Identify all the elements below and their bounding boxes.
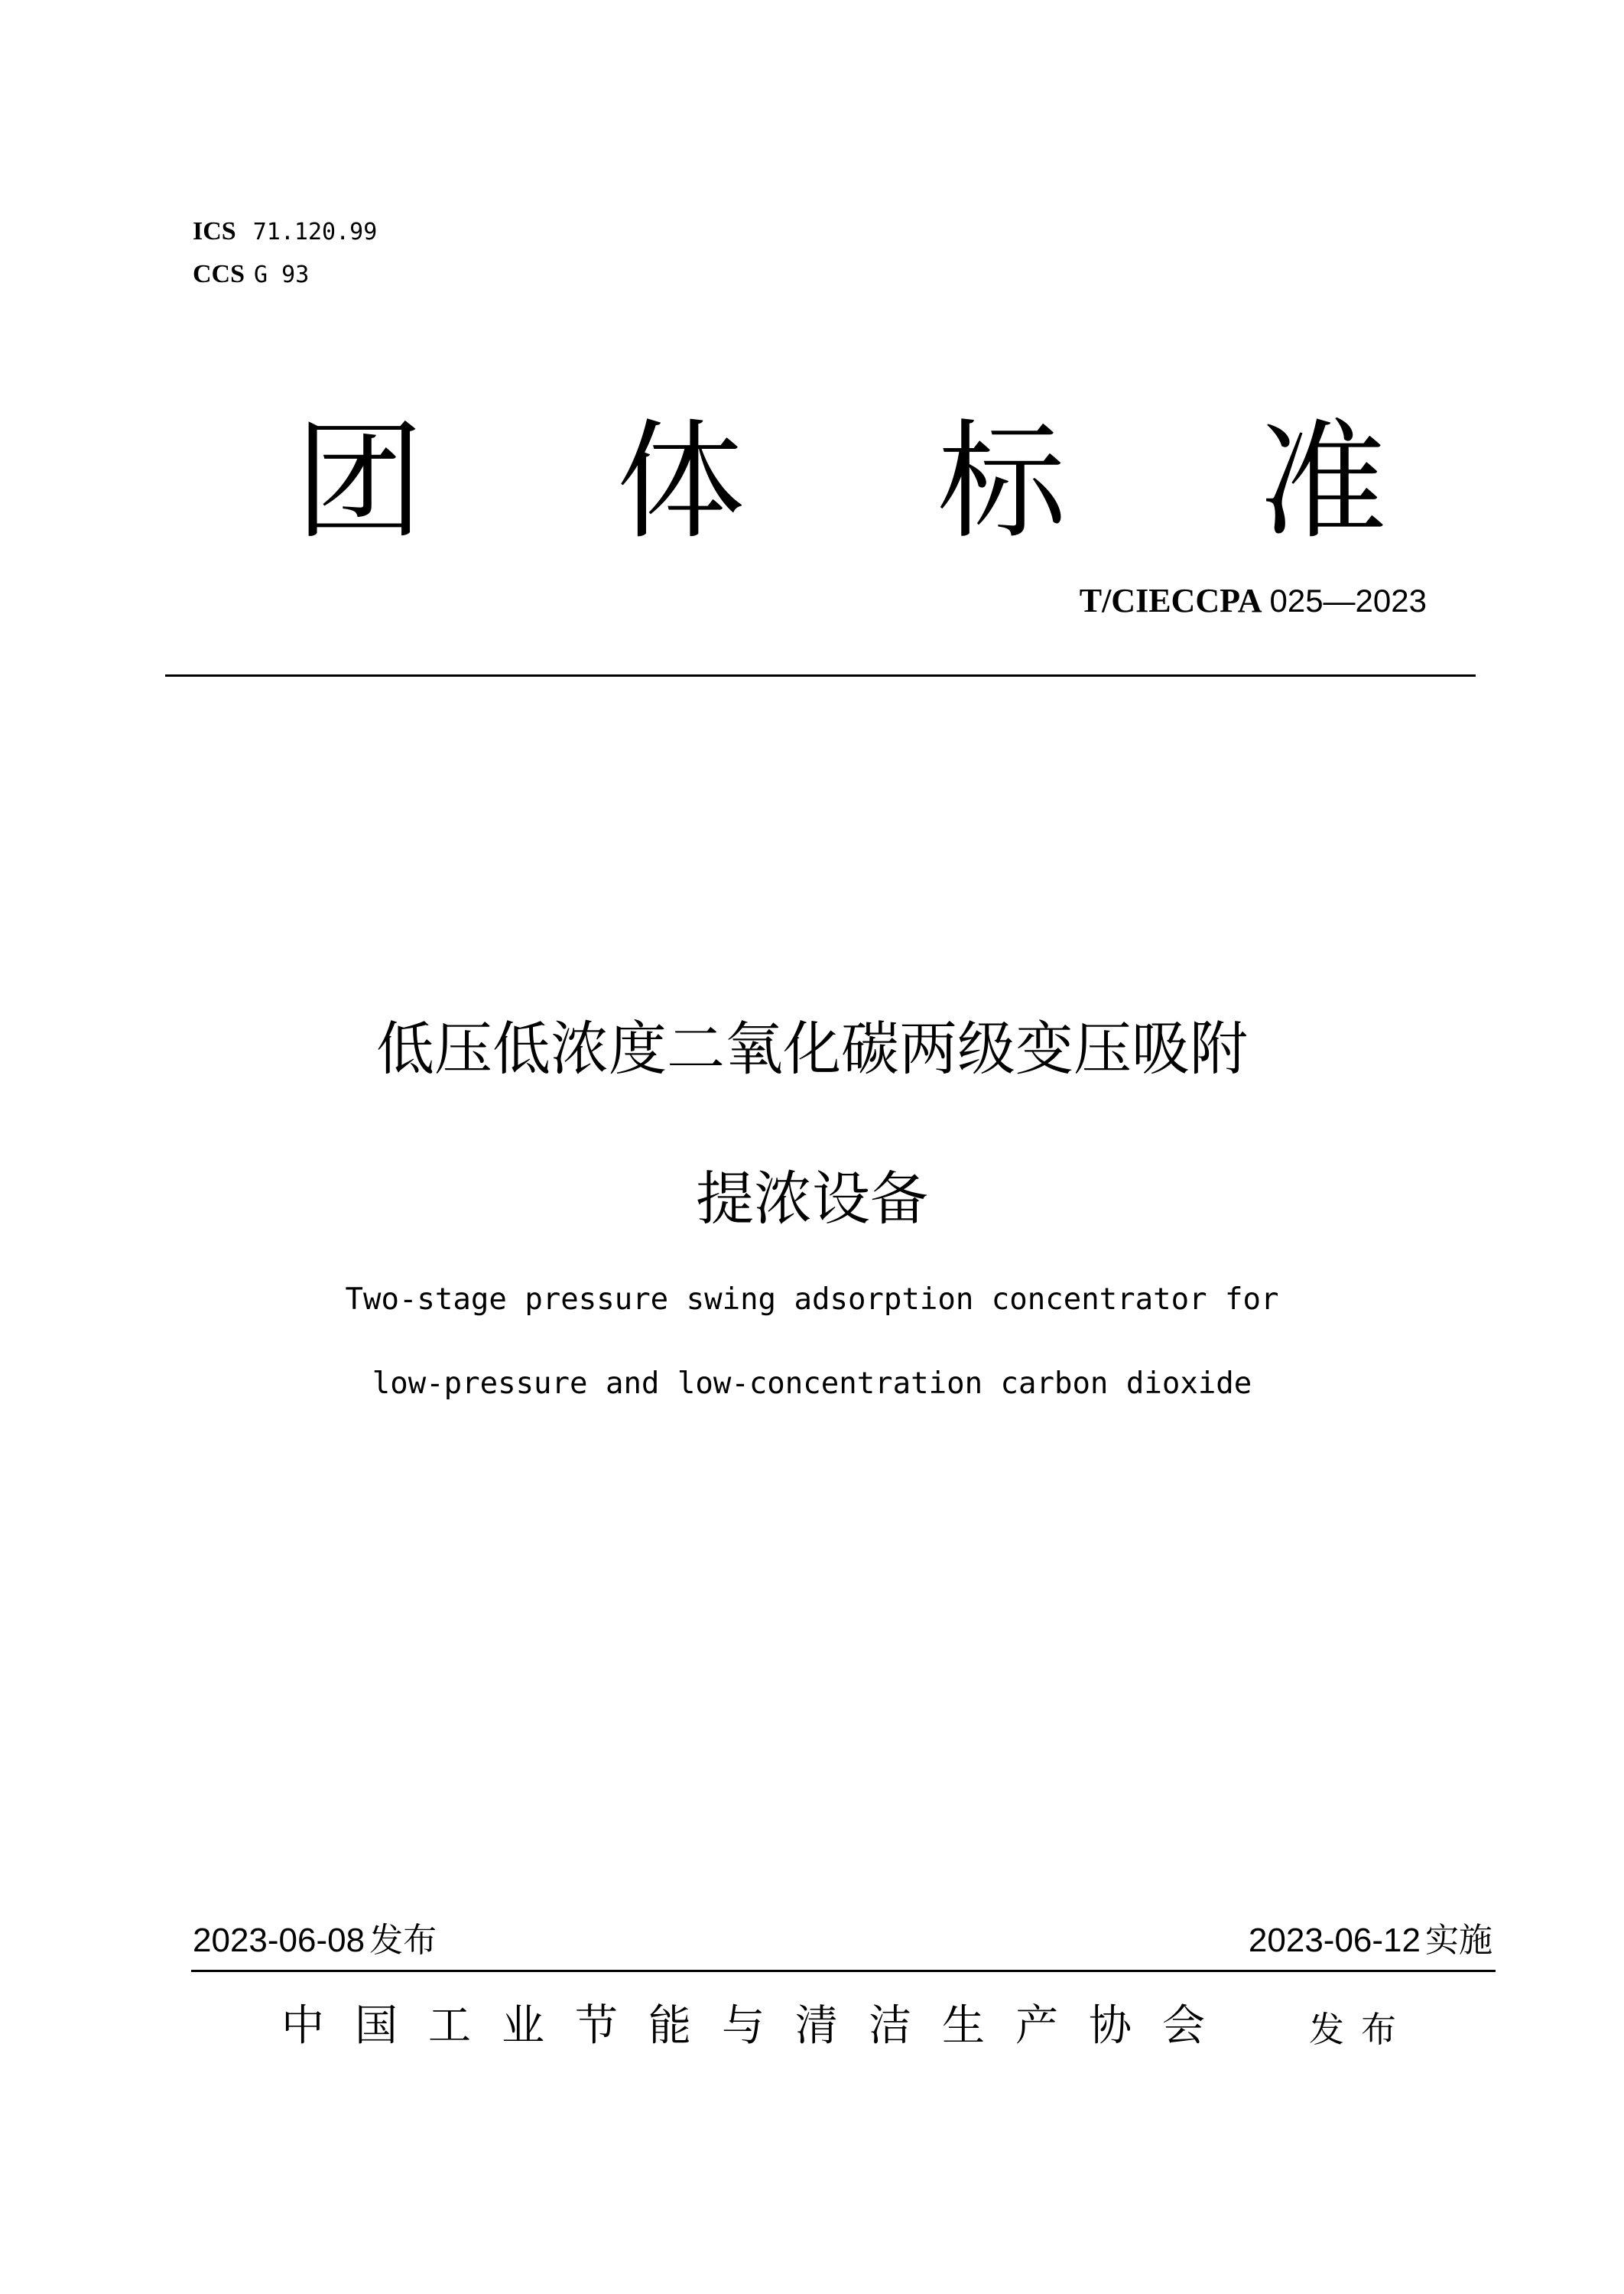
publish-date-word: 发布: [369, 1921, 437, 1960]
ics-value: 71.120.99: [252, 219, 378, 245]
ccs-value: G 93: [254, 262, 310, 288]
publish-date: [193, 1918, 437, 1964]
heading-char-3: 标: [937, 407, 1066, 557]
footer-divider: [191, 1970, 1496, 1972]
standard-prefix: T/CIECCPA: [1079, 582, 1262, 619]
standard-code: 025—2023: [1269, 583, 1427, 619]
ccs-label: CCS: [193, 260, 245, 288]
heading-char-2: 体: [616, 407, 745, 557]
implement-date: [1249, 1918, 1492, 1964]
chinese-title-line-2: 提浓设备: [696, 1165, 928, 1233]
implement-date-value: 2023-06-12: [1248, 1922, 1421, 1959]
heading-char-1: 团: [295, 407, 424, 557]
english-title-line-2: low-pressure and low-concentration carbon dioxide: [372, 1366, 1252, 1401]
chinese-title-line-1: 低压低浓度二氧化碳两级变压吸附: [376, 1015, 1248, 1083]
publish-date-value: 2023-06-08: [193, 1922, 365, 1959]
heading-char-4: 准: [1259, 407, 1387, 557]
header-divider: [165, 674, 1476, 677]
ics-classification: [193, 216, 377, 248]
ccs-classification: [193, 258, 309, 291]
ics-label: ICS: [193, 217, 236, 245]
english-title-line-1: Two-stage pressure swing adsorption concentrator for: [345, 1282, 1279, 1317]
implement-date-word: 实施: [1425, 1921, 1492, 1960]
standard-number: [1080, 580, 1427, 622]
publisher-suffix: 发布: [1309, 2009, 1413, 2050]
publisher-name: 中国工业节能与清洁生产协会: [281, 2001, 1236, 2051]
